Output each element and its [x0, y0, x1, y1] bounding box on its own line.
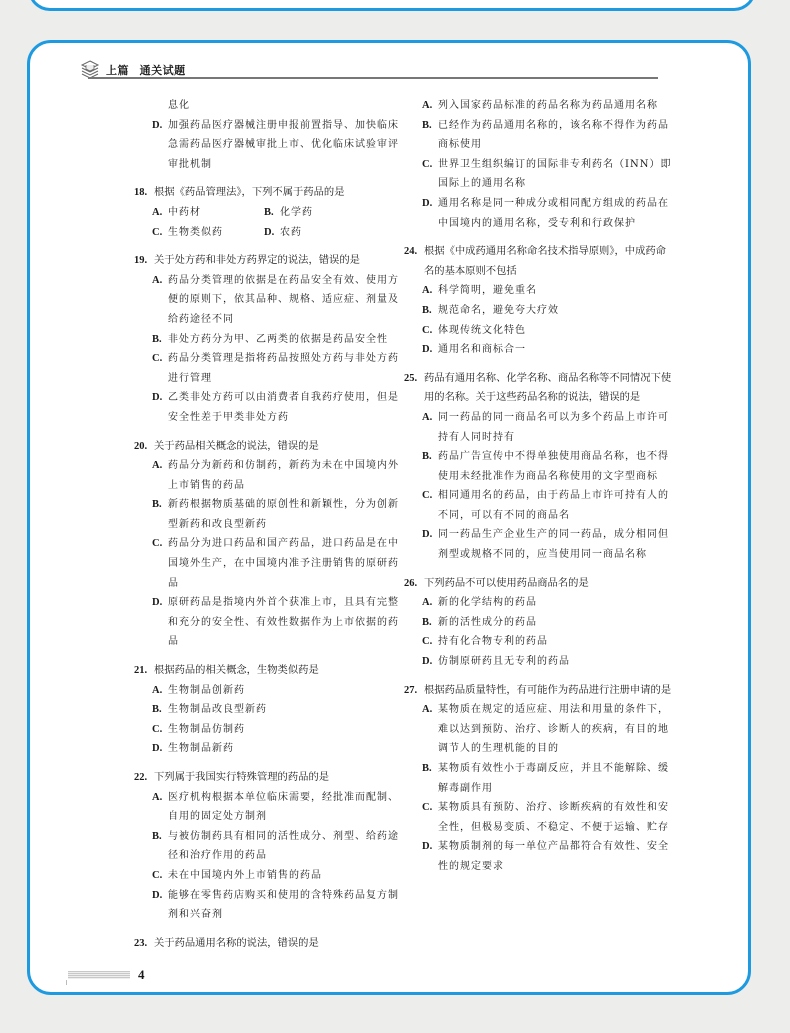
question-number: 24. — [404, 246, 418, 258]
option-text: 世界卫生组织编订的国际非专利药名（INN）即国际上的通用名称 — [438, 158, 672, 190]
option-item — [404, 408, 672, 447]
option-item — [404, 116, 672, 155]
question-stem — [404, 242, 672, 281]
option-text: 某物质具有预防、治疗、诊断疾病的有效性和安全性，但极易变质、不稳定、不便于运输、贮存 — [438, 802, 669, 833]
footer-tick — [66, 980, 67, 985]
option-item — [404, 759, 672, 798]
option-item — [404, 301, 672, 321]
option-letter: A. — [422, 704, 433, 716]
previous-page-card — [28, 0, 756, 11]
option-item — [404, 700, 672, 759]
option-text: 药品分为新药和仿制药，新药为未在中国境内外上市销售的药品 — [168, 460, 399, 491]
option-letter: B. — [422, 304, 432, 316]
option-text: 药品分为进口药品和国产药品，进口药品是在中国境外生产，在中国境内准予注册销售的原研药品 — [168, 538, 399, 589]
option-text: 已经作为药品通用名称的，该名称不得作为药品商标使用 — [438, 119, 669, 151]
question-number: 22. — [134, 772, 148, 783]
question-text: 根据药品的相关概念，生物类似药是 — [154, 664, 319, 677]
question-item — [404, 574, 672, 672]
option-letter: A. — [422, 285, 433, 297]
option-item — [134, 456, 402, 495]
option-item — [404, 340, 672, 360]
option-text: 生物制品仿制药 — [168, 723, 245, 735]
option-item — [134, 827, 402, 866]
option-list — [404, 593, 672, 671]
header-rule — [88, 77, 658, 79]
option-item — [134, 534, 402, 593]
option-text: 某物质有效性小于毒副反应，并且不能解除、缓解毒副作用 — [438, 763, 669, 794]
header-section: 上篇 — [106, 65, 129, 77]
question-text: 关于处方药和非处方药界定的说法，错误的是 — [154, 254, 360, 267]
question-stem — [404, 574, 672, 594]
option-item — [152, 223, 264, 243]
option-text: 能够在零售药店购买和使用的含特殊药品复方制剂和兴奋剂 — [168, 889, 399, 921]
option-letter: B. — [422, 119, 432, 131]
question-item — [134, 934, 402, 954]
option-item — [134, 866, 402, 886]
option-text: 持有化合物专利的药品 — [438, 636, 548, 648]
option-letter: D. — [152, 119, 163, 131]
option-item — [404, 447, 672, 486]
option-letter: B. — [152, 704, 162, 716]
option-item — [152, 203, 264, 223]
question-number: 26. — [404, 577, 418, 589]
option-letter: D. — [152, 597, 163, 609]
option-letter: B. — [422, 616, 432, 628]
option-text: 通用名称是同一种成分或相同配方组成的药品在中国境内的通用名称，受专利和行政保护 — [438, 197, 669, 229]
question-number: 18. — [134, 187, 148, 199]
option-letter: D. — [422, 529, 433, 541]
option-letter: C. — [422, 490, 433, 502]
option-text: 医疗机构根据本单位临床需要，经批准而配制、自用的固定处方制剂 — [168, 791, 399, 823]
continued-option — [134, 116, 402, 175]
right-question-list — [404, 242, 672, 876]
option-item — [404, 321, 672, 341]
question-number: 23. — [134, 937, 148, 949]
option-letter: C. — [152, 226, 163, 238]
option-item — [134, 700, 402, 720]
option-text: 与被仿制药具有相同的活性成分、剂型、给药途径和治疗作用的药品 — [168, 830, 399, 862]
option-letter: C. — [422, 324, 433, 336]
header-chapter: 通关试题 — [139, 65, 186, 77]
option-text: 规范命名，避免夸大疗效 — [438, 304, 559, 316]
option-text: 农药 — [280, 226, 302, 238]
option-letter: D. — [152, 743, 163, 755]
option-letter: B. — [152, 333, 162, 345]
option-letter: D. — [422, 656, 433, 668]
question-number: 21. — [134, 665, 148, 677]
option-letter: B. — [264, 206, 274, 218]
option-text: 新的活性成分的药品 — [438, 616, 537, 628]
option-item — [404, 194, 672, 233]
header-title — [106, 62, 186, 78]
option-text: 体现传统文化特色 — [438, 324, 526, 336]
question-stem — [134, 768, 402, 788]
option-text: 未在中国境内外上市销售的药品 — [168, 869, 322, 881]
question-number: 25. — [404, 372, 418, 384]
option-item — [404, 632, 672, 652]
option-letter: B. — [152, 830, 162, 842]
option-text: 生物类似药 — [168, 226, 223, 238]
option-item — [134, 739, 402, 759]
footer-decoration — [68, 971, 130, 979]
option-text: 生物制品改良型新药 — [168, 704, 267, 716]
option-letter: A. — [152, 460, 163, 472]
option-letter: C. — [422, 636, 433, 648]
option-item — [404, 486, 672, 525]
option-text: 新药根据物质基础的原创性和新颖性，分为创新型新药和改良型新药 — [168, 499, 399, 530]
option-text: 某物质在规定的适应症、用法和用量的条件下，难以达到预防、治疗、诊断人的疾病，有目的地调节人的生理机能的目的 — [438, 704, 669, 755]
right-column — [404, 96, 672, 886]
option-item — [134, 271, 402, 330]
option-letter: C. — [152, 538, 163, 550]
question-text: 关于药品相关概念的说法，错误的是 — [154, 439, 319, 452]
option-item — [134, 886, 402, 925]
continued-options — [404, 96, 672, 233]
left-column — [134, 96, 402, 962]
question-item — [404, 681, 672, 877]
option-letter: B. — [152, 499, 162, 511]
option-text: 同一药品生产企业生产的同一药品，成分相同但剂型或规格不同的，应当使用同一商品名称 — [438, 529, 669, 561]
option-letter: D. — [422, 344, 433, 356]
option-letter: A. — [422, 100, 433, 111]
question-stem — [134, 183, 402, 203]
option-text: 药品分类管理是指将药品按照处方药与非处方药进行管理 — [168, 353, 399, 384]
question-number: 20. — [134, 440, 148, 452]
option-item — [134, 349, 402, 388]
question-stem — [134, 661, 402, 681]
option-text: 中药材 — [168, 206, 201, 218]
option-item — [404, 593, 672, 613]
option-text: 加强药品医疗器械注册申报前置指导、加快临床急需药品医疗器械审批上市、优化临床试验审评审批机制 — [168, 119, 399, 170]
option-list — [134, 788, 402, 925]
option-letter: B. — [422, 763, 432, 774]
option-text: 新的化学结构的药品 — [438, 597, 537, 609]
option-list — [404, 408, 672, 565]
option-letter: A. — [422, 597, 433, 609]
option-text: 化学药 — [280, 206, 313, 218]
question-stem — [134, 437, 402, 457]
option-letter: D. — [422, 197, 433, 209]
option-item — [404, 96, 672, 116]
option-item — [404, 837, 672, 876]
option-text: 科学简明，避免重名 — [438, 285, 537, 297]
option-text: 非处方药分为甲、乙两类的依据是药品安全性 — [168, 333, 388, 345]
option-letter: A. — [152, 274, 163, 286]
option-letter: C. — [422, 158, 433, 170]
option-item — [264, 223, 402, 243]
option-text: 相同通用名的药品，由于药品上市许可持有人的不同，可以有不同的商品名 — [438, 490, 669, 521]
option-item — [404, 155, 672, 194]
option-text: 仿制原研药且无专利的药品 — [438, 656, 570, 668]
question-text: 下列药品不可以使用药品商品名的是 — [424, 576, 589, 589]
option-letter: B. — [422, 451, 432, 463]
question-stem — [404, 369, 672, 408]
option-text: 某物质制剂的每一单位产品都符合有效性、安全性的规定要求 — [438, 841, 669, 872]
question-text: 药品有通用名称、化学名称、商品名称等不同情况下使用的名称。关于这些药品名称的说法，错误的是 — [424, 371, 672, 404]
option-text: 列入国家药品标准的药品名称为药品通用名称 — [438, 100, 658, 111]
option-list — [134, 681, 402, 759]
option-letter: D. — [152, 889, 163, 901]
question-item — [134, 661, 402, 759]
question-item — [404, 242, 672, 360]
continued-text: 息化 — [168, 100, 190, 111]
option-text: 原研药品是指境内外首个获准上市，且具有完整和充分的安全性、有效性数据作为上市依据的药品 — [168, 597, 399, 648]
option-text: 生物制品新药 — [168, 743, 234, 755]
option-list — [404, 700, 672, 876]
option-item — [134, 593, 402, 652]
option-letter: A. — [422, 411, 433, 423]
question-item — [134, 251, 402, 427]
option-item — [404, 281, 672, 301]
question-text: 关于药品通用名称的说法，错误的是 — [154, 936, 319, 949]
option-item — [134, 495, 402, 534]
option-text: 通用名和商标合一 — [438, 344, 526, 356]
question-text: 下列属于我国实行特殊管理的药品的是 — [154, 771, 330, 783]
option-item — [404, 613, 672, 633]
option-item — [134, 681, 402, 701]
question-text: 根据药品质量特性，有可能作为药品进行注册申请的是 — [424, 683, 672, 696]
question-item — [134, 437, 402, 653]
question-text: 根据《药品管理法》，下列不属于药品的是 — [154, 186, 345, 199]
question-text: 根据《中成药通用名称命名技术指导原则》，中成药命名的基本原则不包括 — [424, 245, 666, 277]
option-text: 乙类非处方药可以由消费者自我药疗使用，但是安全性差于甲类非处方药 — [168, 392, 399, 423]
question-item — [134, 183, 402, 242]
question-item — [134, 768, 402, 925]
option-letter: D. — [422, 841, 433, 853]
option-letter: A. — [152, 206, 163, 218]
question-number: 27. — [404, 684, 418, 696]
question-stem — [134, 251, 402, 271]
option-letter: D. — [152, 392, 163, 404]
option-letter: C. — [152, 869, 163, 881]
left-question-list — [134, 183, 402, 953]
page-number: 4 — [138, 967, 145, 982]
option-list — [134, 456, 402, 652]
option-letter: A. — [152, 791, 163, 803]
question-stem — [404, 681, 672, 701]
option-letter: C. — [152, 353, 163, 365]
option-item — [134, 388, 402, 427]
question-number: 19. — [134, 255, 148, 267]
option-item — [134, 788, 402, 827]
option-text: 生物制品创新药 — [168, 684, 245, 696]
option-item — [134, 330, 402, 350]
option-item — [264, 203, 402, 223]
page-header — [78, 58, 658, 80]
option-text: 同一药品的同一商品名可以为多个药品上市许可持有人同时持有 — [438, 411, 669, 443]
option-letter: D. — [264, 226, 275, 238]
option-letter: C. — [422, 802, 433, 814]
option-list — [404, 281, 672, 359]
option-text: 药品广告宣传中不得单独使用商品名称，也不得使用未经批准作为商品名称使用的文字型商标 — [438, 451, 669, 482]
option-item — [404, 798, 672, 837]
option-item — [404, 525, 672, 564]
option-item — [404, 652, 672, 672]
option-list — [134, 203, 402, 242]
option-text: 药品分类管理的依据是在药品安全有效、使用方便的原则下，依其品种、规格、适应症、剂量及给药途径不同 — [168, 274, 399, 325]
option-letter: C. — [152, 723, 163, 735]
question-item — [404, 369, 672, 565]
option-letter: A. — [152, 684, 163, 696]
option-item — [134, 720, 402, 740]
option-list — [134, 271, 402, 428]
question-stem — [134, 934, 402, 954]
